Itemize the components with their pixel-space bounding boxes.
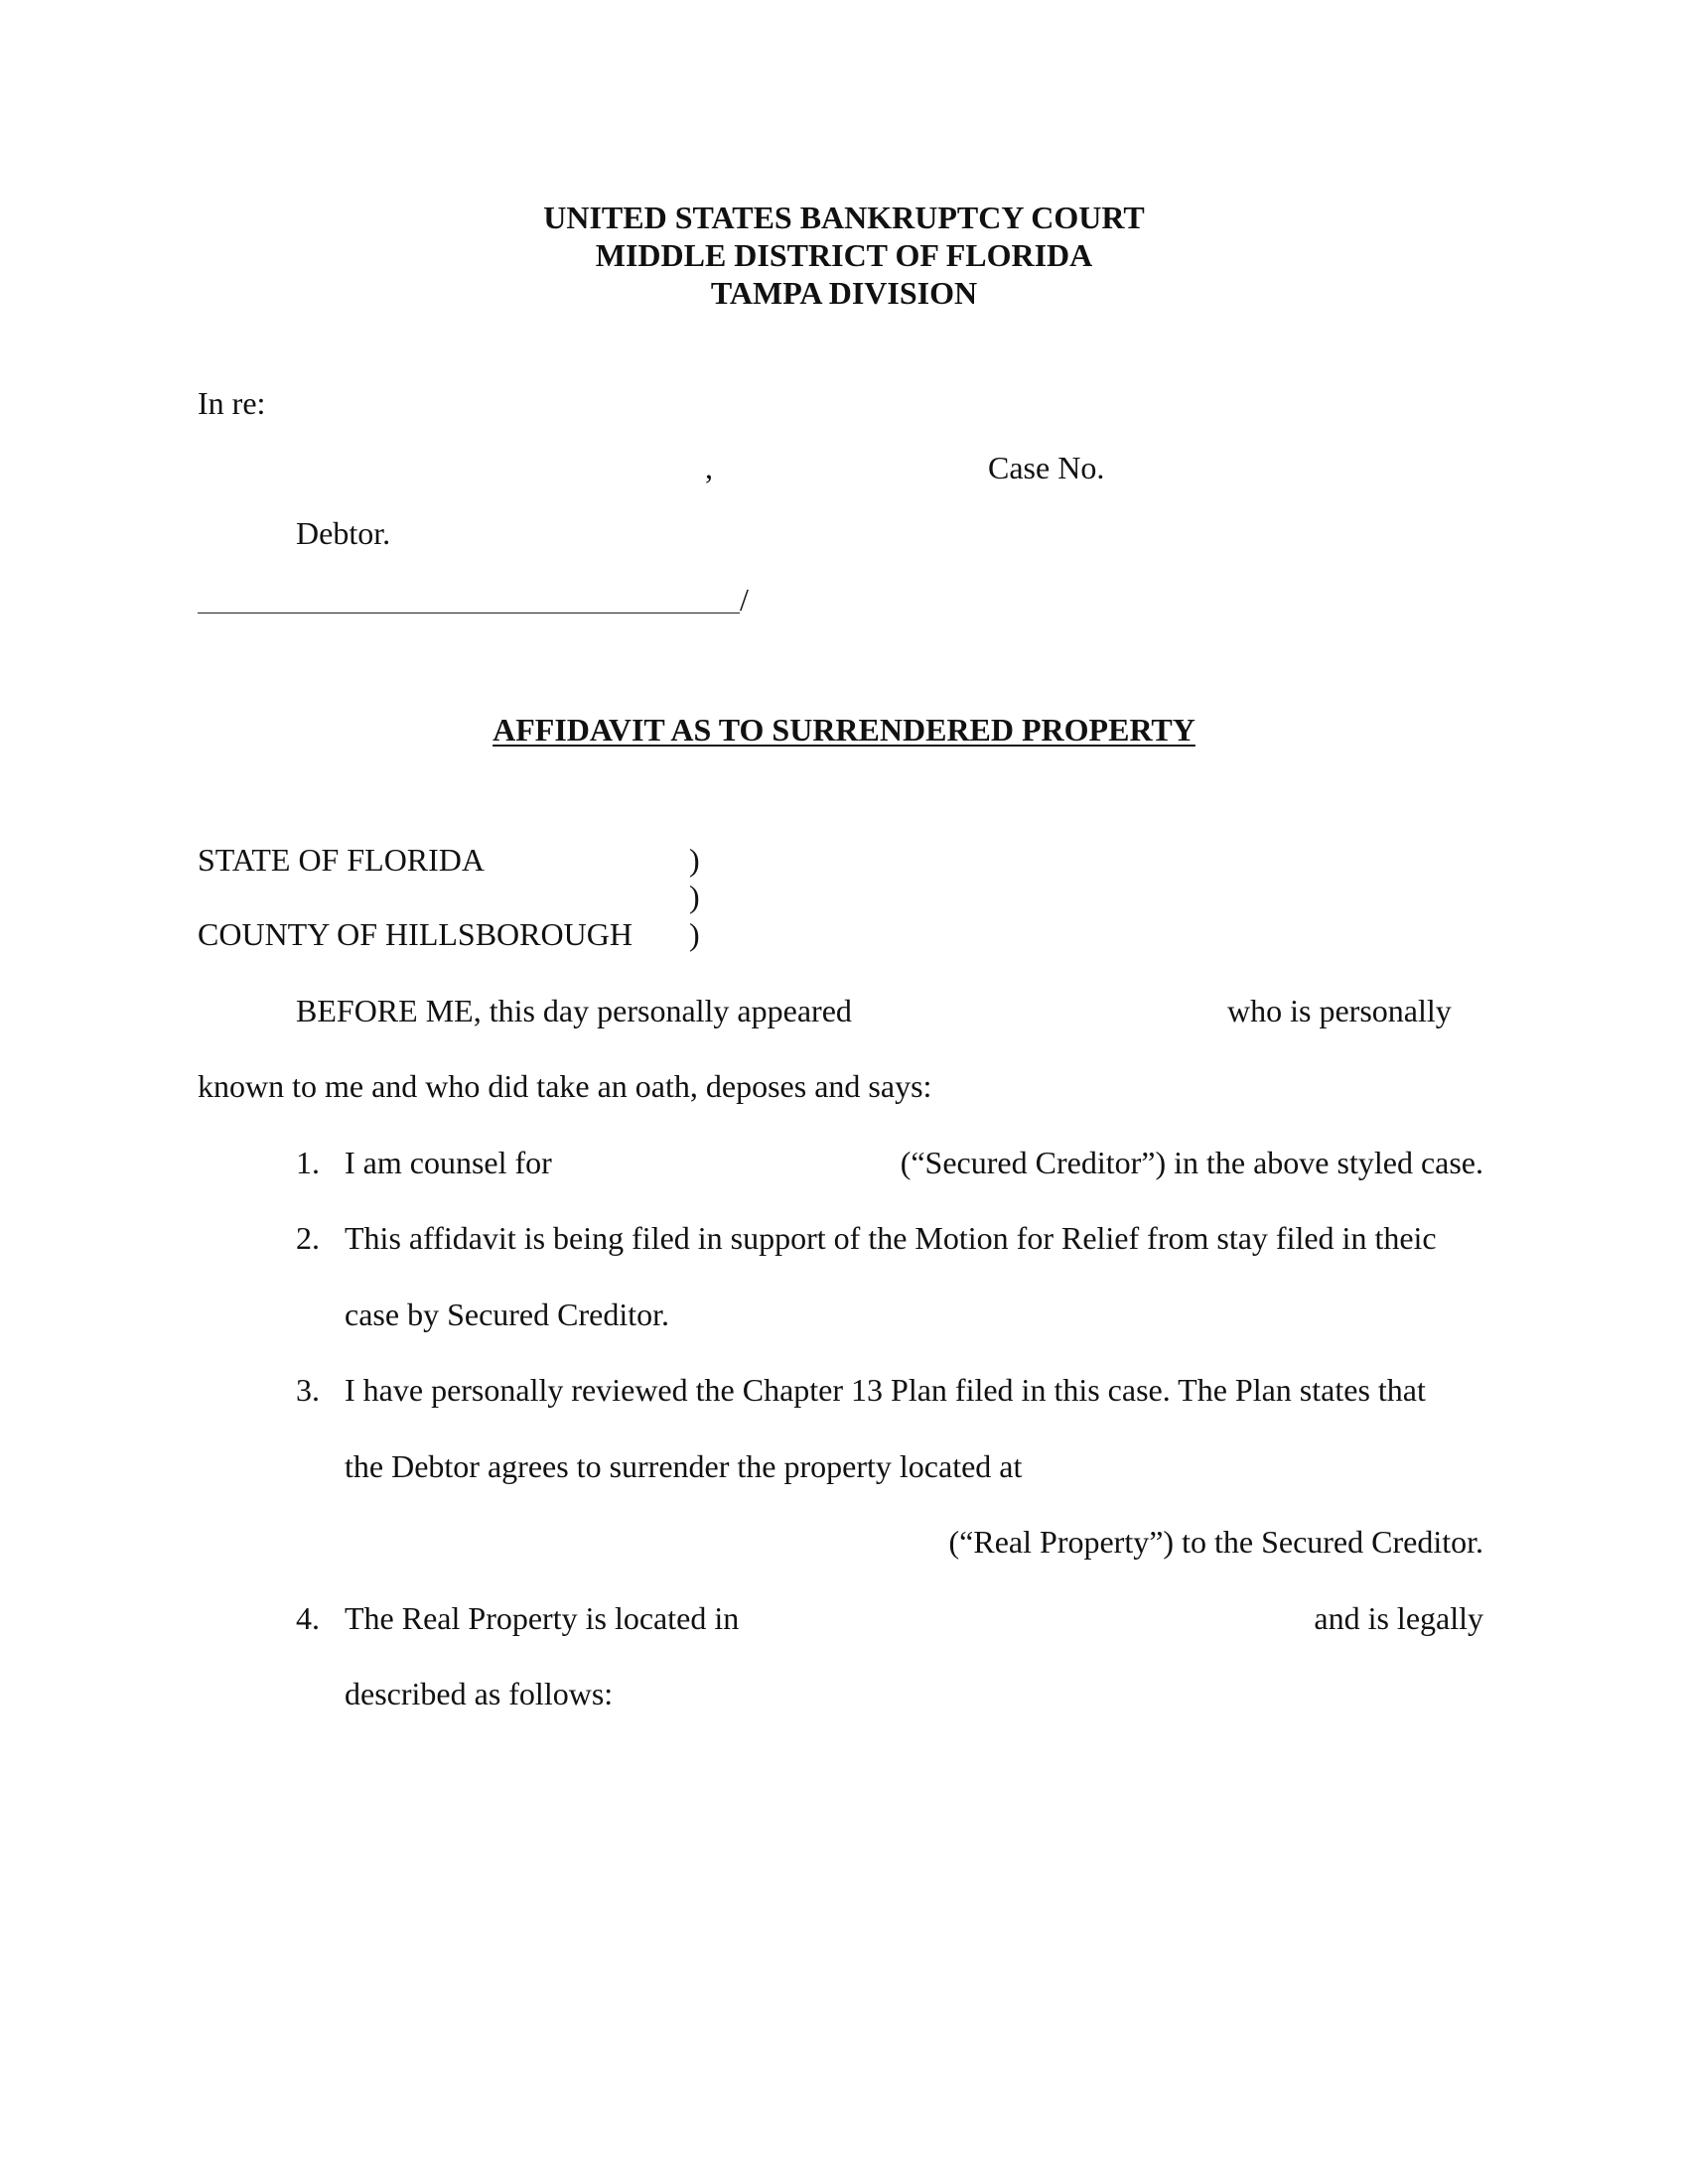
venue-state: STATE OF FLORIDA (198, 842, 486, 878)
item-2-text-line2: case by Secured Creditor. (345, 1297, 669, 1332)
item-1-text-end: (“Secured Creditor”) in the above styled case. (900, 1145, 1483, 1180)
venue-paren-3: ) (689, 916, 700, 952)
venue-paren-2: ) (689, 879, 700, 914)
item-3-text-line2: the Debtor agrees to surrender the property located at (345, 1448, 1023, 1484)
item-2-text-line1: This affidavit is being filed in support of the Motion for Relief from stay filed in theic (345, 1220, 1437, 1256)
intro-text-end: who is personally (1227, 993, 1452, 1028)
item-3-text-line1: I have personally reviewed the Chapter 13 Plan filed in this case. The Plan states that (345, 1372, 1426, 1408)
court-name: UNITED STATES BANKRUPTCY COURT (543, 200, 1145, 235)
item-3-text-line3: (“Real Property”) to the Secured Creditor. (948, 1524, 1483, 1560)
item-1-text-start: I am counsel for (345, 1145, 552, 1180)
intro-text-start: BEFORE ME, this day personally appeared (296, 993, 852, 1028)
debtor-label: Debtor. (296, 515, 391, 551)
court-division: TAMPA DIVISION (710, 275, 978, 311)
caption-rule (198, 613, 740, 614)
case-no-label: Case No. (988, 450, 1105, 485)
document-title (0, 711, 1688, 749)
venue-paren-1: ) (689, 842, 700, 878)
document-title-text: AFFIDAVIT AS TO SURRENDERED PROPERTY (492, 712, 1196, 748)
item-4-text-line2: described as follows: (345, 1676, 614, 1711)
item-number: 3. (296, 1372, 320, 1408)
item-4-text-start: The Real Property is located in (345, 1600, 740, 1636)
venue-county: COUNTY OF HILLSBOROUGH (198, 916, 633, 952)
in-re-label: In re: (198, 385, 266, 421)
item-number: 1. (296, 1145, 320, 1180)
caption-comma: , (705, 450, 713, 485)
intro-text-line2: known to me and who did take an oath, deposes and says: (198, 1068, 932, 1104)
item-4-text-end: and is legally (1314, 1600, 1483, 1636)
caption-slash: / (740, 582, 749, 617)
court-district: MIDDLE DISTRICT OF FLORIDA (595, 237, 1093, 273)
item-number: 4. (296, 1600, 320, 1636)
item-number: 2. (296, 1220, 320, 1256)
